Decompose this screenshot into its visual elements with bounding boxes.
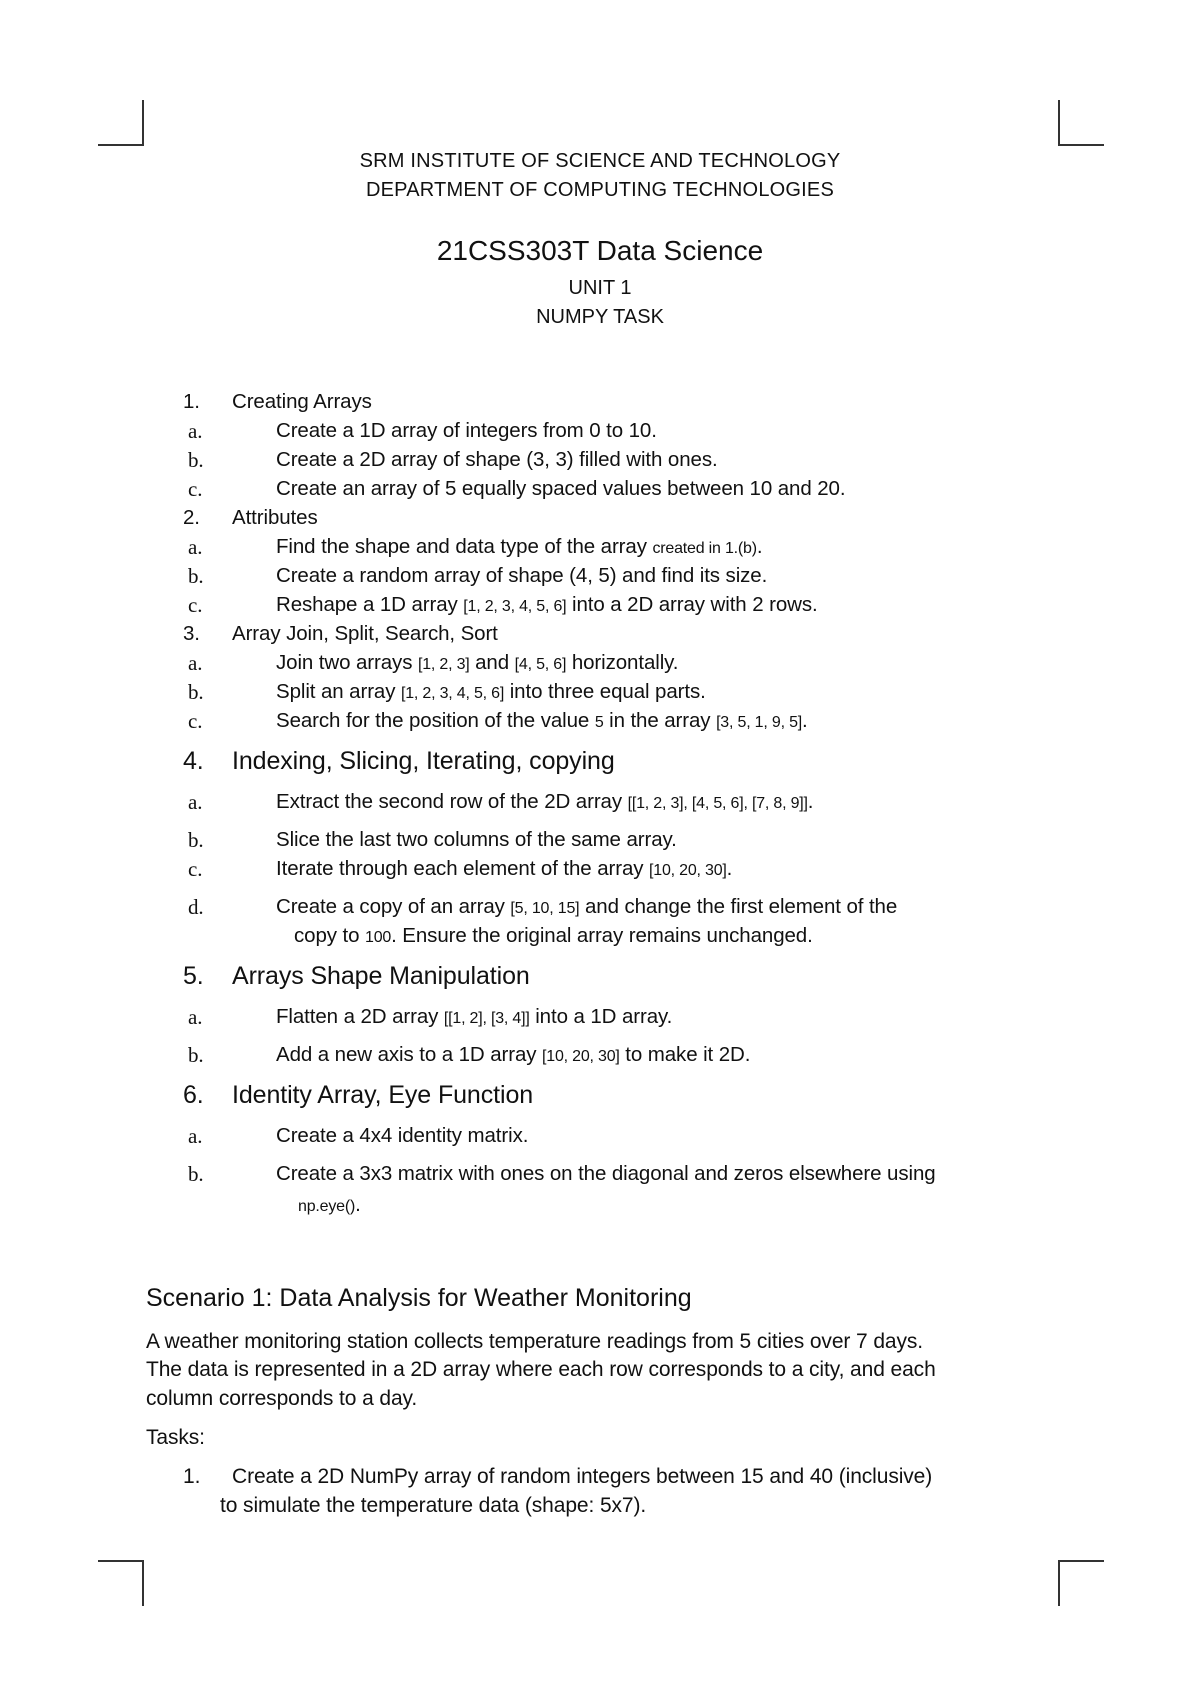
task-number: 1.: [183, 1465, 201, 1488]
section-number: 1.: [183, 390, 200, 413]
section-title: Arrays Shape Manipulation: [232, 962, 530, 990]
task-text-continuation: to simulate the temperature data (shape: 5x7).: [220, 1494, 647, 1517]
section-title: Attributes: [232, 506, 318, 529]
unit-label: UNIT 1: [568, 277, 632, 299]
task-label: NUMPY TASK: [536, 306, 664, 328]
department-name: DEPARTMENT OF COMPUTING TECHNOLOGIES: [366, 179, 834, 201]
section-title: Indexing, Slicing, Iterating, copying: [232, 747, 615, 775]
task-text: Create a 2D NumPy array of random integers between 15 and 40 (inclusive): [232, 1465, 933, 1488]
scenario-paragraph-line: The data is represented in a 2D array where each row corresponds to a city, and each: [146, 1358, 936, 1381]
section-title: Identity Array, Eye Function: [232, 1081, 534, 1109]
crop-mark-top-right: [1058, 100, 1104, 146]
section-title: Array Join, Split, Search, Sort: [232, 622, 498, 645]
tasks-label: Tasks:: [146, 1426, 205, 1449]
section-title: Creating Arrays: [232, 390, 372, 413]
crop-mark-top-left: [98, 100, 144, 146]
crop-mark-bottom-right: [1058, 1560, 1104, 1606]
scenario-title: Scenario 1: Data Analysis for Weather Monitoring: [146, 1284, 692, 1312]
crop-mark-bottom-left: [98, 1560, 144, 1606]
institute-name: SRM INSTITUTE OF SCIENCE AND TECHNOLOGY: [359, 150, 841, 172]
scenario-paragraph-line: column corresponds to a day.: [146, 1387, 418, 1410]
scenario-paragraph-line: A weather monitoring station collects temperature readings from 5 cities over 7 days.: [146, 1330, 924, 1353]
course-title: 21CSS303T Data Science: [436, 235, 764, 266]
